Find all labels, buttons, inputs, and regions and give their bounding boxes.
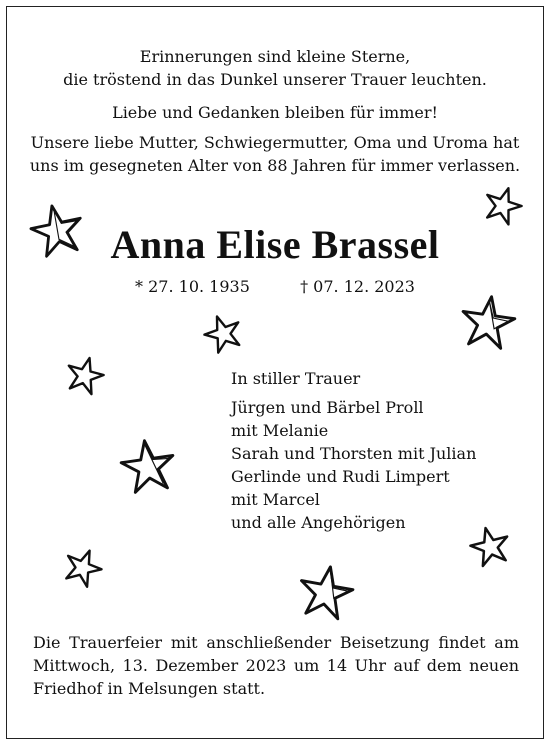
star-icon	[197, 307, 248, 358]
poem-line-2: die tröstend in das Dunkel unserer Trauer leuchten.	[63, 70, 487, 89]
star-icon	[292, 558, 359, 625]
funeral-info: Die Trauerfeier mit anschließender Beisetzung findet am Mittwoch, 13. Dezember 2023 um 14 Uhr auf dem neuen Friedhof in Melsungen statt.	[33, 633, 519, 698]
intro-text	[7, 131, 543, 177]
deceased-name: Anna Elise Brassel	[110, 222, 440, 267]
star-icon	[115, 433, 181, 499]
star-icon	[24, 197, 90, 263]
star-icon	[455, 289, 521, 355]
motto: Liebe und Gedanken bleiben für immer!	[112, 103, 438, 122]
intro-line-2: uns im gesegneten Alter von 88 Jahren für immer verlassen.	[29, 156, 521, 175]
mourner-line: und alle Angehörigen	[231, 513, 406, 532]
poem-line-1: Erinnerungen sind kleine Sterne,	[139, 47, 411, 66]
poem	[7, 45, 543, 91]
birth-date: * 27. 10. 1935	[135, 277, 250, 296]
mourner-line: Gerlinde und Rudi Limpert	[231, 467, 450, 486]
mourner-line: Jürgen und Bärbel Proll	[231, 398, 424, 417]
star-icon	[61, 351, 110, 400]
intro-line-1: Unsere liebe Mutter, Schwiegermutter, Oma und Uroma hat	[30, 133, 520, 152]
mourner-line: mit Melanie	[231, 421, 329, 440]
obituary-card	[6, 6, 544, 739]
mourner-line: Sarah und Thorsten mit Julian	[231, 444, 477, 463]
star-icon	[57, 541, 109, 593]
star-icon	[465, 521, 516, 572]
mourners-block	[231, 367, 476, 534]
mourner-line: mit Marcel	[231, 490, 320, 509]
death-date: † 07. 12. 2023	[300, 277, 415, 296]
mourners-heading: In stiller Trauer	[231, 369, 361, 388]
